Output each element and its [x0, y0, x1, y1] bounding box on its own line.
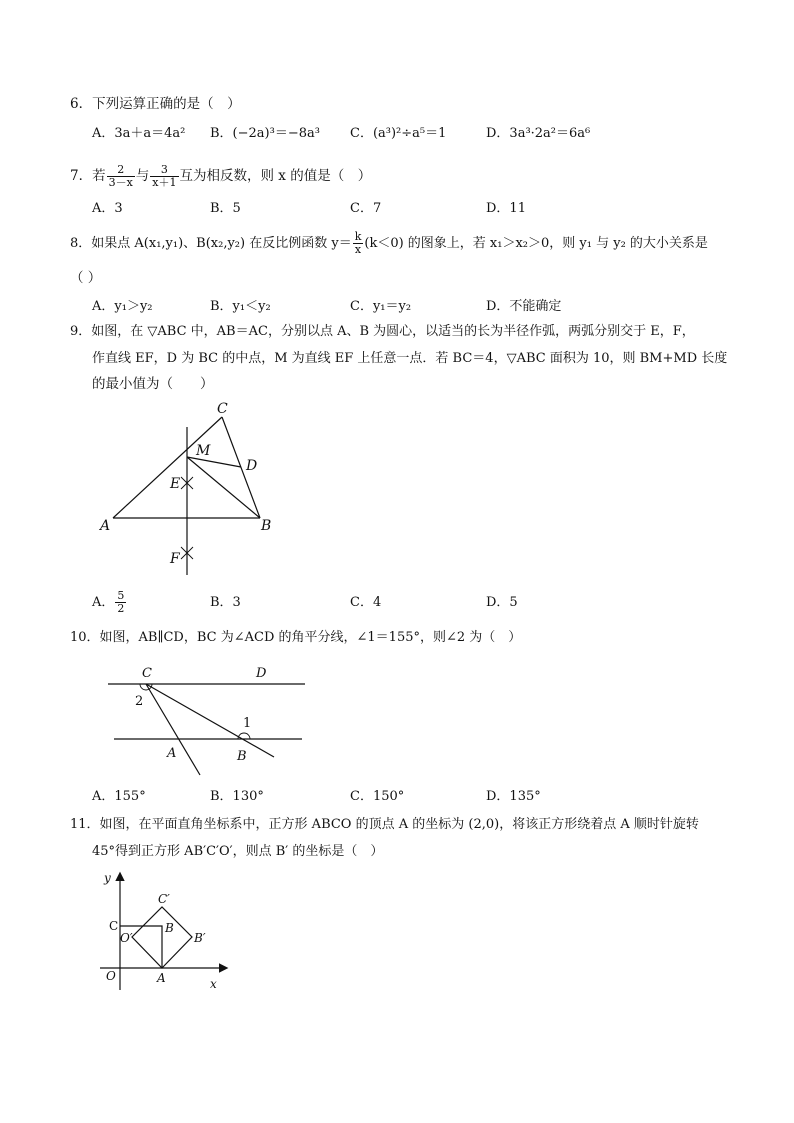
q7-option-a[interactable]: A．3 [92, 201, 123, 216]
q10-option-c[interactable]: C．150° [350, 789, 405, 804]
q10-option-d[interactable]: D．135° [486, 789, 541, 804]
q7-option-c[interactable]: C．7 [350, 201, 382, 216]
q8-fraction [353, 231, 364, 256]
q9-option-d[interactable]: D．5 [486, 595, 518, 610]
q9-line2: 作直线 EF，D 为 BC 的中点，M 为直线 EF 上任意一点．若 BC＝4，▽ABC 面积为 10，则 BM+MD 长度 [92, 351, 728, 366]
q7-frac2-den: x＋1 [152, 176, 177, 189]
q11-label-o-prime: O′ [120, 931, 133, 945]
q7-fraction-2 [150, 164, 178, 189]
q11-line2: 45°得到正方形 AB′C′O′，则点 B′ 的坐标是（ ） [92, 844, 384, 859]
q9-option-a-den: 2 [117, 602, 125, 615]
q8-option-b[interactable]: B．y₁＜y₂ [210, 299, 271, 314]
q11-label-o: O [106, 969, 116, 983]
q9-segment-ac [113, 417, 222, 518]
q7-frac1-num: 2 [107, 164, 135, 177]
q11-label-b: B [165, 921, 174, 935]
q10-label-d: D [256, 666, 267, 681]
q10-label-b: B [237, 749, 247, 764]
q11-label-c: C [109, 919, 119, 933]
q7-frac1-den: 3－x [108, 176, 133, 189]
q10-option-b[interactable]: B．130° [210, 789, 264, 804]
q9-line1: 9．如图，在 ▽ABC 中，AB＝AC，分别以点 A、B 为圆心，以适当的长为半径作弧，两弧分别交于 E，F， [70, 324, 695, 339]
q10-line-ca [146, 684, 200, 775]
q11-label-x: x [210, 977, 217, 991]
q9-label-c: C [217, 401, 228, 417]
q7-stem-suffix: 互为相反数，则 x 的值是（ ） [179, 168, 372, 184]
q9-option-b[interactable]: B．3 [210, 595, 241, 610]
q7-option-d[interactable]: D．11 [486, 201, 526, 216]
q9-label-f: F [170, 551, 180, 567]
q8-frac-den: x [354, 243, 362, 256]
q9-label-e: E [170, 476, 181, 492]
q10-stem: 10．如图，AB∥CD，BC 为∠ACD 的角平分线，∠1＝155°，则∠2 为（ ） [70, 630, 522, 645]
q11-label-a: A [157, 971, 166, 985]
q10-label-1: 1 [243, 716, 252, 731]
q10-figure [100, 657, 320, 777]
q11-label-y: y [104, 871, 111, 885]
q8-stem-prefix: 8．如果点 A(x₁,y₁)、B(x₂,y₂) 在反比例函数 y＝ [70, 236, 352, 251]
q11-label-b-prime: B′ [194, 931, 206, 945]
q6-option-a[interactable]: A．3a＋a＝4a² [92, 126, 186, 141]
q9-option-c[interactable]: C．4 [350, 595, 382, 610]
q11-line1: 11．如图，在平面直角坐标系中，正方形 ABCO 的顶点 A 的坐标为 (2,0)，将该正方形绕着点 A 顺时针旋转 [70, 817, 699, 832]
q10-label-c: C [142, 666, 152, 681]
q9-label-a: A [100, 518, 111, 534]
q7-stem-prefix: 7．若 [70, 168, 106, 184]
q6-option-b[interactable]: B．(−2a)³＝−8a³ [210, 126, 320, 141]
q9-label-b: B [261, 518, 272, 534]
q8-frac-num: k [354, 230, 362, 243]
q9-line3: 的最小值为（ ） [92, 376, 214, 392]
q7-frac2-num: 3 [150, 164, 178, 177]
q8-stem [70, 230, 708, 258]
q9-figure [95, 395, 295, 580]
q8-option-c[interactable]: C．y₁＝y₂ [350, 299, 412, 314]
q9-option-a-num: 5 [117, 589, 125, 602]
q8-option-a[interactable]: A．y₁＞y₂ [92, 299, 153, 314]
q9-option-a[interactable] [92, 586, 127, 620]
q7-stem [70, 162, 371, 190]
q10-label-a: A [167, 746, 177, 761]
q6-stem: 6．下列运算正确的是（ ） [70, 96, 241, 112]
q8-stem-line2: （ ） [70, 270, 102, 286]
q10-label-2: 2 [135, 694, 144, 709]
q7-option-b[interactable]: B．5 [210, 201, 241, 216]
q10-line-cb [146, 684, 274, 757]
q6-option-c[interactable]: C．(a³)²÷a⁵＝1 [350, 126, 447, 141]
q10-option-a[interactable]: A．155° [92, 789, 146, 804]
q7-mid: 与 [135, 168, 150, 184]
q7-fraction-1 [107, 164, 135, 189]
q9-option-a-prefix: A． [92, 595, 115, 610]
q9-option-a-fraction [115, 590, 126, 615]
q8-stem-suffix: (k＜0) 的图象上，若 x₁＞x₂＞0，则 y₁ 与 y₂ 的大小关系是 [364, 236, 708, 251]
q11-figure [98, 868, 238, 993]
q8-option-d[interactable]: D．不能确定 [486, 299, 562, 314]
q11-label-c-prime: C′ [158, 892, 170, 906]
q9-label-m: M [196, 443, 211, 459]
q6-option-d[interactable]: D．3a³·2a²＝6a⁶ [486, 126, 591, 141]
q9-label-d: D [246, 458, 258, 474]
